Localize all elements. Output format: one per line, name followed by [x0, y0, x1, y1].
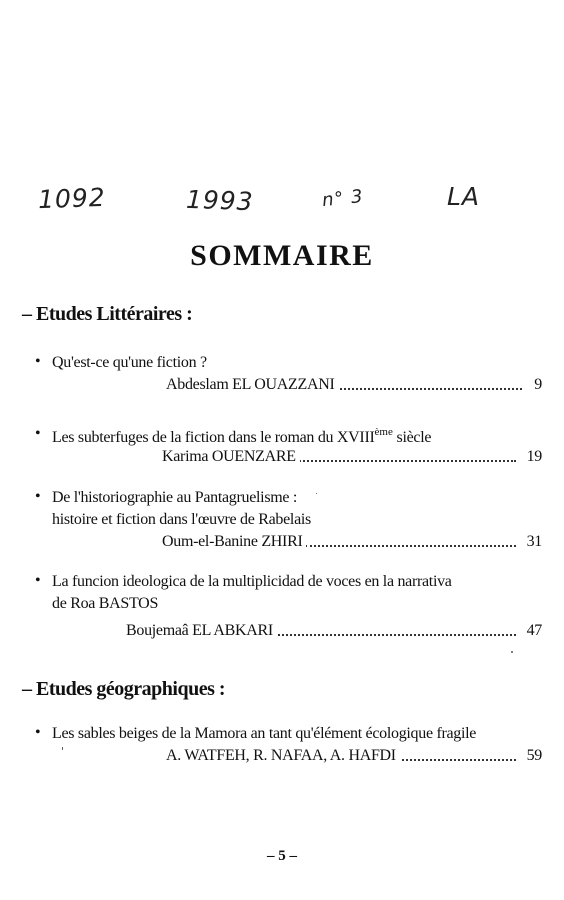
section-heading-litteraires: – Etudes Littéraires : [22, 303, 193, 325]
entry-author: Karima OUENZARE [162, 448, 300, 466]
toc-entry-1[interactable] [0, 354, 564, 398]
bullet: • [35, 572, 41, 589]
entry-title-continued: de Roa BASTOS [52, 595, 159, 612]
toc-entry-2[interactable] [0, 426, 564, 470]
dot-leader [305, 545, 516, 547]
section-heading-geographiques: – Etudes géographiques : [22, 678, 226, 700]
handwritten-issue: n° 3 [321, 185, 365, 212]
bullet: • [35, 425, 41, 442]
entry-page-number: 31 [523, 533, 542, 551]
entry-page-number: 19 [523, 448, 542, 466]
dot-leader [280, 460, 516, 462]
entry-page-number: 9 [530, 376, 542, 394]
entry-title: Les sables beiges de la Mamora an tant qu'élément écologique fragile [52, 725, 477, 742]
entry-author: Boujemaâ EL ABKARI [126, 622, 277, 640]
entry-author: Abdeslam EL OUAZZANI [166, 376, 338, 394]
handwritten-annotation [0, 182, 564, 232]
page-title: SOMMAIRE [190, 239, 374, 272]
bullet: • [35, 488, 41, 505]
handwritten-code: LA [447, 182, 481, 211]
entry-page-number: 47 [523, 622, 542, 640]
toc-entry-5[interactable] [0, 725, 564, 769]
scan-speck [511, 651, 513, 653]
handwritten-year: 1993 [185, 184, 255, 217]
dot-leader [270, 634, 516, 636]
bullet: • [35, 724, 41, 741]
bullet: • [35, 353, 41, 370]
toc-entry-4[interactable] [0, 573, 564, 644]
entry-title: De l'historiographie au Pantagruelisme : [52, 489, 298, 506]
toc-entry-3[interactable] [0, 489, 564, 555]
entry-author: A. WATFEH, R. NAFAA, A. HAFDI [166, 747, 400, 765]
entry-title: Les subterfuges de la fiction dans le roman du XVIIIème siècle [52, 426, 432, 446]
handwritten-number-1: 1092 [37, 182, 107, 215]
scan-speck [316, 493, 317, 494]
entry-author: Oum-el-Banine ZHIRI [162, 533, 306, 551]
entry-page-number: 59 [523, 747, 542, 765]
entry-title-continued: histoire et fiction dans l'œuvre de Rabelais [52, 511, 311, 528]
page-number-footer: – 5 – [267, 848, 297, 864]
entry-title: Qu'est-ce qu'une fiction ? [52, 354, 207, 371]
scan-speck [62, 747, 63, 750]
entry-title: La funcion ideologica de la multiplicidad de voces en la narrativa [52, 573, 452, 590]
